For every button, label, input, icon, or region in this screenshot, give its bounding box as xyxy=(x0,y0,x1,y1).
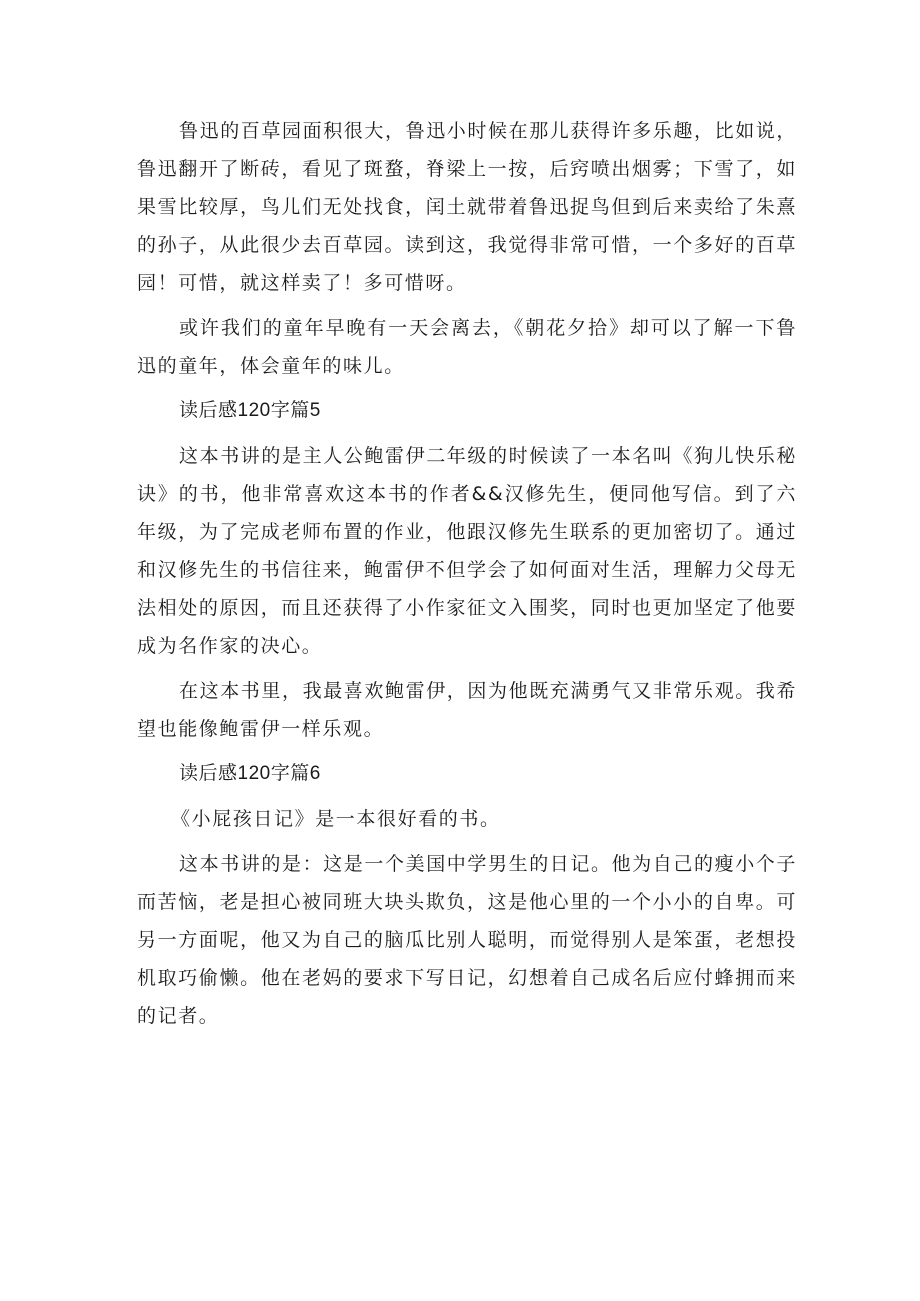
paragraph-dear-mr-henshaw: 这本书讲的是主人公鲍雷伊二年级的时候读了一本名叫《狗儿快乐秘诀》的书，他非常喜欢这本书的作者&&汉修先生，便同他写信。到了六年级，为了完成老师布置的作业，他跟汉修先生联系的更加密切了。通过和汉修先生的书信往来，鲍雷伊不但学会了如何面对生活，理解力父母无法相处的原因，而且还获得了小作家征文入围奖，同时也更加坚定了他要成为名作家的决心。 xyxy=(137,445,798,657)
paragraph-baicaoyuan: 鲁迅的百草园面积很大，鲁迅小时候在那儿获得许多乐趣，比如说，鲁迅翻开了断砖，看见了斑蝥，脊梁上一按，后窍喷出烟雾；下雪了，如果雪比较厚，鸟儿们无处找食，闰土就带着鲁迅捉鸟但到后来卖给了朱熹的孙子，从此很少去百草园。读到这，我觉得非常可惜，一个多好的百草园！可惜，就这样卖了！多可惜呀。 xyxy=(137,120,798,294)
paragraph-wimpy-kid-summary: 这本书讲的是：这是一个美国中学男生的日记。他为自己的瘦小个子而苦恼，老是担心被同班大块头欺负，这是他心里的一个小小的自卑。可另一方面呢，他又为自己的脑瓜比别人聪明，而觉得别人是笨蛋，老想投机取巧偷懒。他在老妈的要求下写日记，幻想着自己成名后应付蜂拥而来的记者。 xyxy=(137,853,798,1027)
paragraph-favorite-character: 在这本书里，我最喜欢鲍雷伊，因为他既充满勇气又非常乐观。我希望也能像鲍雷伊一样乐观。 xyxy=(137,680,798,740)
section-heading-6: 读后感120字篇6 xyxy=(179,763,321,784)
section-heading-5: 读后感120字篇5 xyxy=(179,400,321,421)
paragraph-wimpy-kid-intro: 《小屁孩日记》是一本很好看的书。 xyxy=(171,808,501,830)
document-body xyxy=(137,112,797,1035)
paragraph-childhood: 或许我们的童年早晚有一天会离去，《朝花夕拾》却可以了解一下鲁迅的童年，体会童年的味儿。 xyxy=(137,317,797,377)
